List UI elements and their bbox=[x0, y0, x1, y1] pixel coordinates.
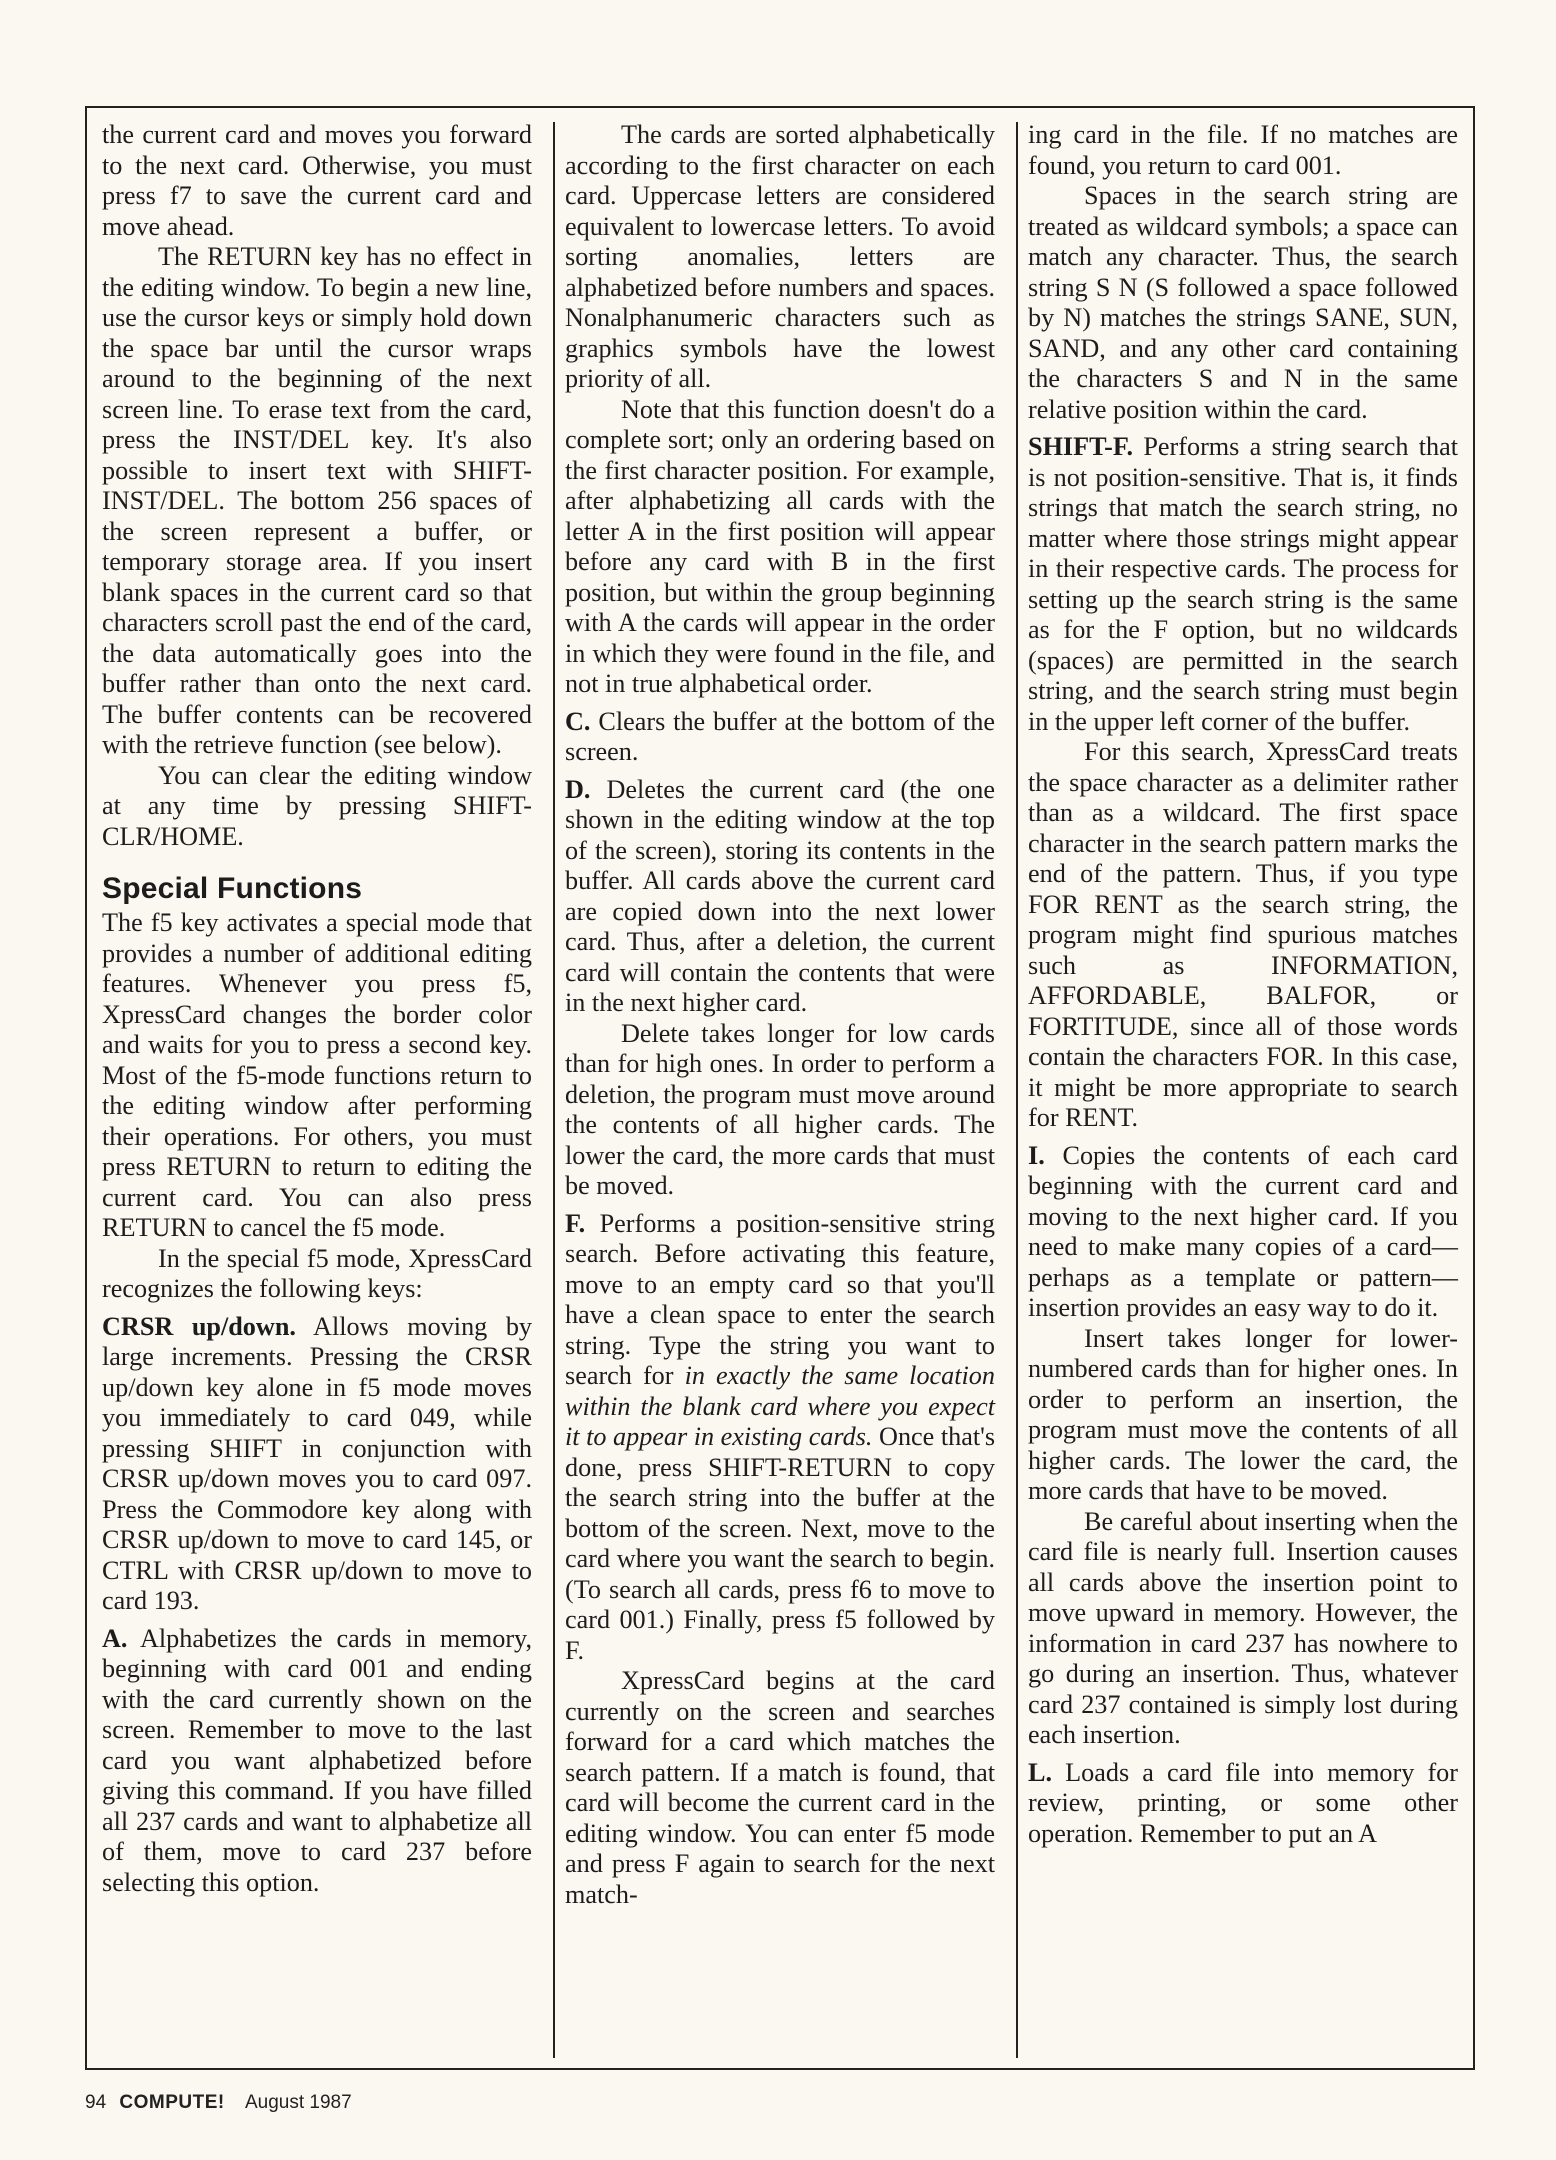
paragraph-text: The cards are sorted alphabetically according to the first character on each card. Uppercase letters are considered equivalent to lowercase letters. To avoid sorting anomalies, letters are alphabetized before numbers and spaces. Nonalphanumeric characters such as graphics symbols have the lowest priority of all. bbox=[565, 120, 995, 393]
page-footer bbox=[85, 2092, 352, 2114]
paragraph-text: Allows moving by large increments. Pressing the CRSR up/down key alone in f5 mode moves you immediately to card 049, while pressing SHIFT in conjunction with CRSR up/down moves you to card 097. Press the Commodore key along with CRSR up/down to move to card 145, or CTRL with CRSR up/down to move to card 193. bbox=[102, 1311, 533, 1615]
paragraph bbox=[1028, 120, 1458, 181]
paragraph-text: XpressCard begins at the card currently on the screen and searches forward for a card which matches the search pattern. If a match is found, that card will become the current card in the editing window. You can enter f5 mode and press F again to search for the next match- bbox=[565, 1666, 995, 1909]
paragraph-text: ing card in the file. If no matches are found, you return to card 001. bbox=[1028, 120, 1458, 180]
paragraph-text: Clears the buffer at the bottom of the screen. bbox=[565, 706, 995, 766]
column-1 bbox=[102, 120, 532, 1898]
paragraph bbox=[1028, 1507, 1458, 1751]
emphasized-text: in exactly the same location within the blank card where you expect it to appear in existing cards. bbox=[565, 1361, 995, 1451]
paragraph-text: Copies the contents of each card beginning with the current card and moving to the next higher card. If you need to make many copies of a card—perhaps as a template or pattern—insertion provides an easy way to do it. bbox=[1028, 1140, 1458, 1322]
paragraph-text: The f5 key activates a special mode that provides a number of additional editing features. Whenever you press f5, XpressCard changes the border color and waits for you to press a second key. Most of the f5-mode functions return to the editing window after performing their operations. For others, you must press RETURN to return to editing the current card. You can also press RETURN to cancel the f5 mode. bbox=[102, 908, 532, 1242]
paragraph-text: Deletes the current card (the one shown in the editing window at the top of the screen), storing its contents in the buffer. All cards above the current card are copied down into the next lower card. Thus, after a deletion, the current card will contain the contents that were in the next higher card. bbox=[565, 774, 995, 1017]
function-key-label: D. bbox=[565, 774, 591, 804]
paragraph-text: Alphabetizes the cards in memory, beginning with card 001 and ending with the card currently shown on the screen. Remember to move to the last card you want alphabetized before giving this command. If you have filled all 237 cards and want to alphabetize all of them, move to card 237 before selecting this option. bbox=[102, 1623, 532, 1897]
paragraph bbox=[102, 1244, 532, 1305]
paragraph bbox=[565, 1666, 995, 1910]
section-heading: Special Functions bbox=[102, 872, 363, 905]
paragraph-text: You can clear the editing window at any time by pressing SHIFT-CLR/HOME. bbox=[102, 760, 532, 851]
paragraph bbox=[102, 908, 532, 1244]
paragraph-text: Performs a string search that is not position-sensitive. That is, it finds strings that match the search string, no matter where those strings might appear in their respective cards. The process for setting up the search string is the same as for the F option, but no wildcards (spaces) are permitted in the search string, and the search string must begin in the upper left corner of the buffer. bbox=[1028, 432, 1459, 736]
paragraph-text: Once that's done, press SHIFT-RETURN to copy the search string into the buffer at the bottom of the screen. Next, move to the card where you want the search to begin. (To search all cards, press f6 to move to card 001.) Finally, press f5 followed by F. bbox=[565, 1422, 996, 1665]
function-entry bbox=[1028, 432, 1458, 737]
function-key-label: L. bbox=[1028, 1757, 1053, 1787]
paragraph bbox=[565, 1019, 995, 1202]
paragraph-text: Delete takes longer for low cards than for high ones. In order to perform a deletion, the program must move around the contents of all higher cards. The lower the card, the more cards that must be moved. bbox=[565, 1018, 995, 1200]
function-entry bbox=[565, 1209, 995, 1667]
function-entry bbox=[565, 707, 995, 768]
paragraph-text: For this search, XpressCard treats the space character as a delimiter rather than as a wildcard. The first space character in the search pattern marks the end of the pattern. Thus, if you type FOR RENT as the search string, the program might find spurious matches such as INFORMATION, AFFORDABLE, BALFOR, or FORTITUDE, since all of those words contain the characters FOR. In this case, it might be more appropriate to search for RENT. bbox=[1028, 737, 1458, 1132]
function-key-label: F. bbox=[565, 1208, 586, 1238]
page-number: 94 bbox=[85, 2092, 107, 2113]
column-3 bbox=[1028, 120, 1458, 1849]
function-entry bbox=[102, 1312, 532, 1617]
magazine-name: COMPUTE! bbox=[119, 2092, 225, 2113]
function-entry bbox=[1028, 1758, 1458, 1850]
function-entry bbox=[102, 1624, 532, 1899]
function-entry bbox=[1028, 1141, 1458, 1324]
paragraph bbox=[565, 395, 995, 700]
function-key-label: CRSR up/down. bbox=[102, 1311, 296, 1341]
paragraph bbox=[102, 761, 532, 853]
function-entry bbox=[565, 775, 995, 1019]
paragraph-text: Be careful about inserting when the card file is nearly full. Insertion causes all cards above the insertion point to move upward in memory. However, the information in card 237 has nowhere to go during an insertion. Thus, whatever card 237 contained is simply lost during each insertion. bbox=[1028, 1506, 1458, 1749]
column-divider bbox=[553, 122, 555, 2058]
column-divider bbox=[1016, 122, 1018, 2058]
paragraph bbox=[1028, 181, 1458, 425]
paragraph bbox=[1028, 737, 1458, 1134]
paragraph bbox=[102, 120, 532, 242]
paragraph bbox=[565, 120, 995, 395]
paragraph-text: Performs a position-sensitive string search. Before activating this feature, move to an empty card so that you'll have a clean space to enter the search string. Type the string you want to search for bbox=[565, 1208, 995, 1390]
paragraph bbox=[102, 242, 532, 761]
issue-date: August 1987 bbox=[244, 2092, 352, 2113]
function-key-label: A. bbox=[102, 1623, 128, 1653]
paragraph-text: Insert takes longer for lower-numbered cards than for higher ones. In order to perform an insertion, the program must move the contents of all higher cards. The lower the card, the more cards that have to be moved. bbox=[1028, 1323, 1458, 1505]
paragraph-text: Spaces in the search string are treated as wildcard symbols; a space can match any character. Thus, the search string S N (S followed a space followed by N) matches the strings SANE, SUN, SAND, and any other card containing the characters S and N in the same relative position within the card. bbox=[1028, 181, 1458, 424]
function-key-label: I. bbox=[1028, 1140, 1045, 1170]
column-2 bbox=[565, 120, 995, 1910]
paragraph-text: Note that this function doesn't do a complete sort; only an ordering based on the first character position. For example, after alphabetizing all cards with the letter A in the first position will appear before any card with B in the first position, but within the group beginning with A the cards will appear in the order in which they were found in the file, and not in true alphabetical order. bbox=[565, 394, 995, 698]
function-key-label: SHIFT-F. bbox=[1028, 432, 1134, 461]
paragraph-text: In the special f5 mode, XpressCard recognizes the following keys: bbox=[102, 1243, 532, 1303]
paragraph-text: the current card and moves you forward to the next card. Otherwise, you must press f7 to save the current card and move ahead. bbox=[102, 120, 532, 241]
paragraph-text: The RETURN key has no effect in the editing window. To begin a new line, use the cursor keys or simply hold down the space bar until the cursor wraps around to the beginning of the next screen line. To erase text from the card, press the INST/DEL key. It's also possible to insert text with SHIFT-INST/DEL. The bottom 256 spaces of the screen represent a buffer, or temporary storage area. If you insert blank spaces in the current card so that characters scroll past the end of the card, the data automatically goes into the buffer rather than onto the next card. The buffer contents can be recovered with the retrieve function (see below). bbox=[102, 242, 532, 759]
paragraph bbox=[1028, 1324, 1458, 1507]
paragraph-text: Loads a card file into memory for review, printing, or some other operation. Remember to put an A bbox=[1028, 1757, 1458, 1848]
function-key-label: C. bbox=[565, 706, 591, 736]
